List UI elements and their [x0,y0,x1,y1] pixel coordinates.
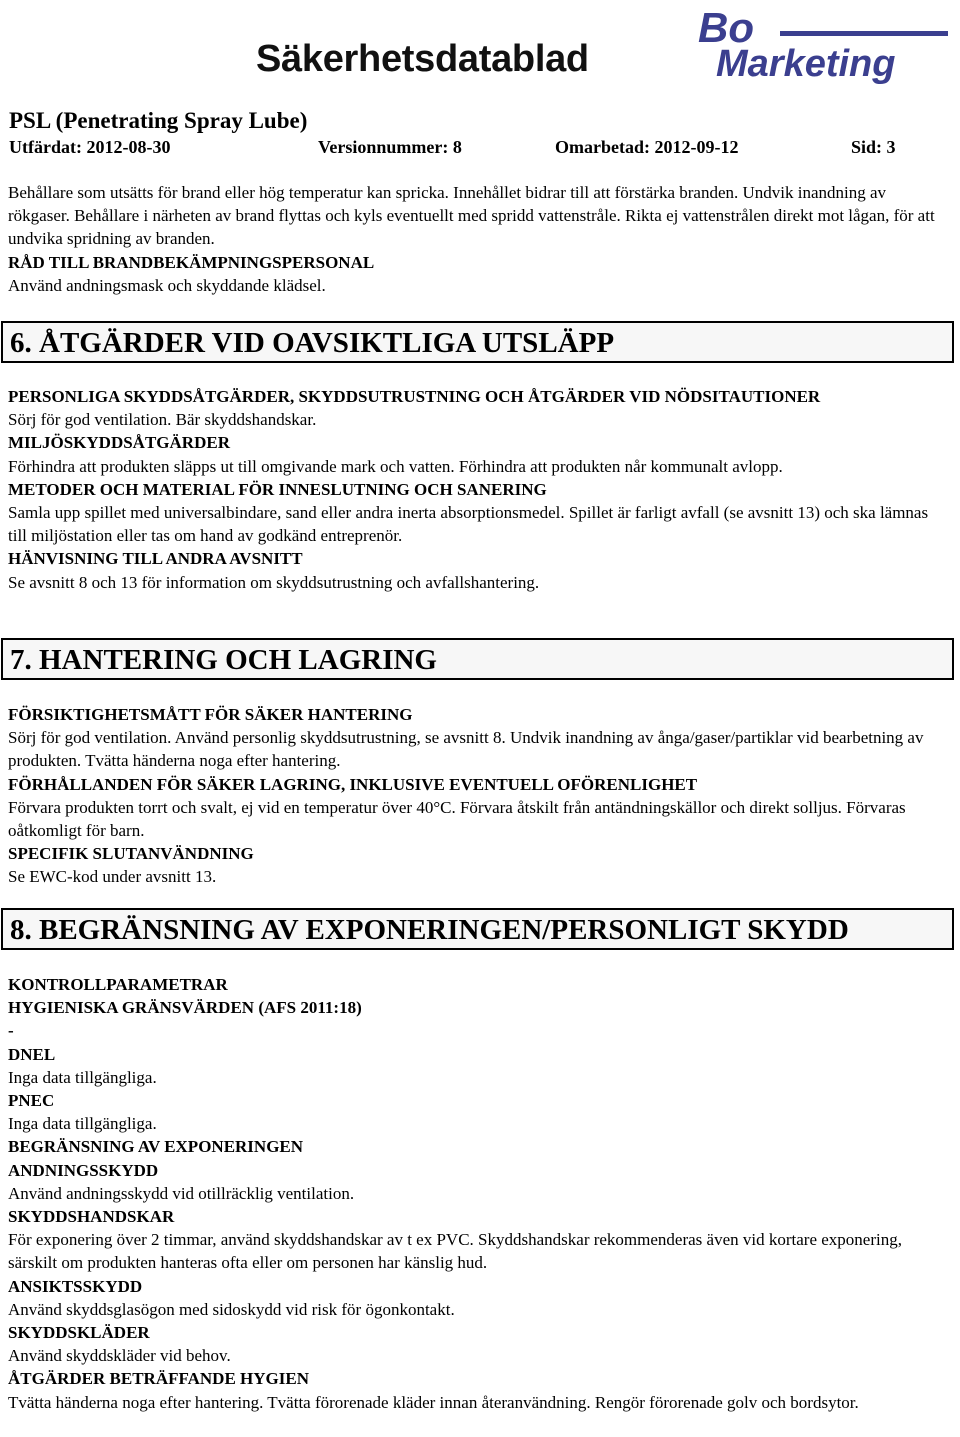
heading: KONTROLLPARAMETRAR [8,975,228,994]
heading: ÅTGÄRDER BETRÄFFANDE HYGIEN [8,1369,309,1389]
heading: METODER OCH MATERIAL FÖR INNESLUTNING OCH SANERING [8,479,547,499]
version-number: Versionnummer: 8 [318,137,462,157]
issued-date: Utfärdat: 2012-08-30 [9,137,171,157]
section-6-body [8,385,950,594]
heading: HÄNVISNING TILL ANDRA AVSNITT [8,549,303,569]
heading: PNEC [8,1091,55,1111]
heading: HYGIENISKA GRÄNSVÄRDEN (AFS 2011:18) [8,998,362,1018]
paragraph: Använd skyddsglasögon med sidoskydd vid risk för ögonkontakt. [8,1299,455,1319]
paragraph: Sörj för god ventilation. Bär skyddshandskar. [8,410,317,430]
document-title: Säkerhetsdatablad [256,38,589,80]
product-name: PSL (Penetrating Spray Lube) [9,108,308,133]
heading: BEGRÄNSNING AV EXPONERINGEN [8,1137,304,1157]
page-number: Sid: 3 [851,137,896,157]
heading: SKYDDSKLÄDER [8,1323,150,1343]
paragraph: Sörj för god ventilation. Använd personlig skyddsutrustning, se avsnitt 8. Undvik inandning av ånga/gaser/partiklar vid bearbetning av produkten. Tvätta händerna noga efter hantering. [8,728,924,771]
logo-text-bo: Bo [698,4,754,51]
paragraph: Använd andningsskydd vid otillräcklig ventilation. [8,1183,355,1203]
heading: FÖRHÅLLANDEN FÖR SÄKER LAGRING, INKLUSIVE EVENTUELL OFÖRENLIGHET [8,774,698,794]
paragraph: Inga data tillgängliga. [8,1114,157,1134]
logo-text-marketing: Marketing [716,43,896,85]
paragraph: Behållare som utsätts för brand eller hög temperatur kan spricka. Innehållet bidrar till att förstärka branden. Undvik inandning av rökgaser. Behållare i närheten av brand flyttas och kyls eventuellt med spridd vattenstråle. Rikta ej vattenstrålen direkt mot lågan, för att undvika spridning av branden. [8,183,935,249]
heading: FÖRSIKTIGHETSMÅTT FÖR SÄKER HANTERING [8,705,413,724]
heading: SPECIFIK SLUTANVÄNDNING [8,844,254,864]
revised-date: Omarbetad: 2012-09-12 [555,137,739,157]
paragraph: För exponering över 2 timmar, använd skyddshandskar av t ex PVC. Skyddshandskar rekommenderas även vid kortare exponering, särskilt om produkten hanteras ofta eller om personen har känslig hud. [8,1230,902,1273]
dash: - [8,1021,14,1041]
section-8-body [8,973,950,1414]
heading: DNEL [8,1044,56,1064]
paragraph: Se EWC-kod under avsnitt 13. [8,867,217,887]
bo-marketing-logo [694,2,956,86]
section-7-body [8,703,950,889]
heading: PERSONLIGA SKYDDSÅTGÄRDER, SKYDDSUTRUSTNING OCH ÅTGÄRDER VID NÖDSITAUTIONER [8,387,821,406]
heading: MILJÖSKYDDSÅTGÄRDER [8,433,230,453]
paragraph: Inga data tillgängliga. [8,1067,157,1087]
paragraph: Förvara produkten torrt och svalt, ej vid en temperatur över 40°C. Förvara åtskilt från antändningskällor och direkt solljus. Förvaras oåtkomligt för barn. [8,797,906,841]
paragraph: Förhindra att produkten släpps ut till omgivande mark och vatten. Förhindra att produkten når kommunalt avlopp. [8,456,783,476]
section-6-header: 6. ÅTGÄRDER VID OAVSIKTLIGA UTSLÄPP [1,321,954,363]
heading: ANDNINGSSKYDD [8,1160,159,1180]
heading: RÅD TILL BRANDBEKÄMPNINGSPERSONAL [8,252,375,272]
paragraph: Använd skyddskläder vid behov. [8,1346,231,1366]
paragraph: Se avsnitt 8 och 13 för information om skyddsutrustning och avfallshantering. [8,572,540,592]
section-8-header: 8. BEGRÄNSNING AV EXPONERINGEN/PERSONLIGT SKYDD [1,908,954,950]
paragraph: Samla upp spillet med universalbindare, sand eller andra inerta absorptionsmedel. Spillet är farligt avfall (se avsnitt 13) och ska lämnas till miljöstation eller tas om hand av godkänd entreprenör. [8,503,929,546]
section-7-header: 7. HANTERING OCH LAGRING [1,638,954,680]
heading: ANSIKTSSKYDD [8,1276,143,1296]
heading: SKYDDSHANDSKAR [8,1207,175,1227]
logo-underline [780,31,948,36]
paragraph: Tvätta händerna noga efter hantering. Tvätta förorenade kläder innan återanvändning. Rengör förorenade golv och bordsytor. [8,1392,859,1412]
section-5-continued [8,181,950,297]
paragraph: Använd andningsmask och skyddande klädsel. [8,275,326,295]
